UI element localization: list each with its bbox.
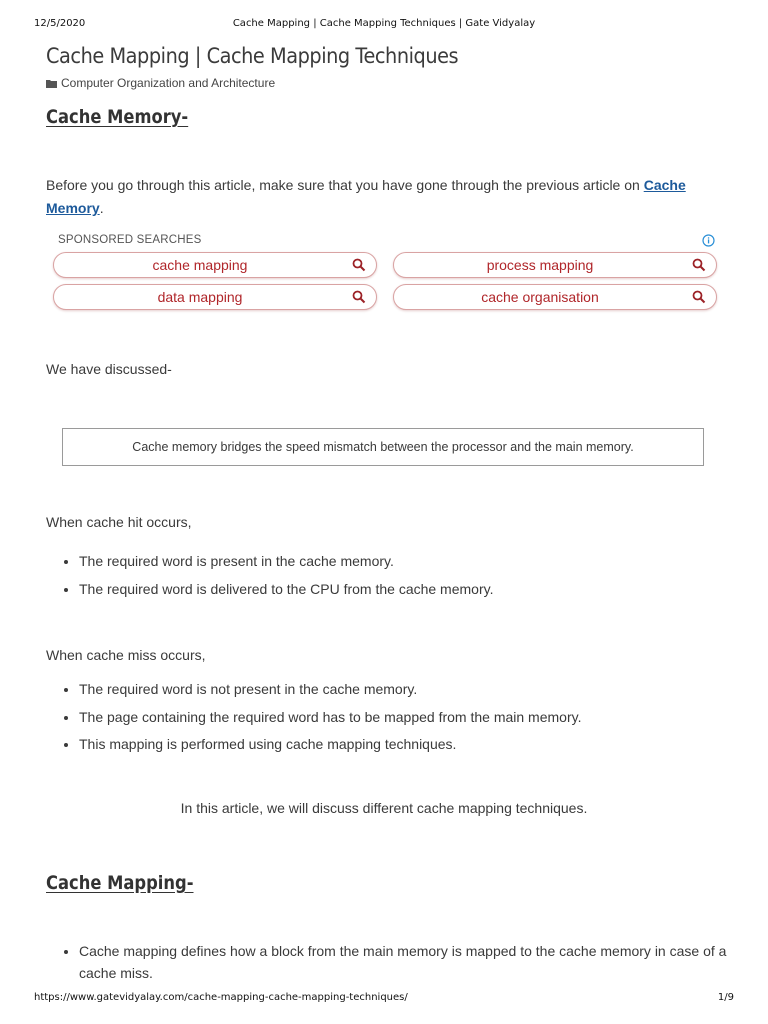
sponsored-search-label: cache organisation — [481, 289, 599, 305]
cache-memory-link[interactable]: Cache Memory — [46, 177, 686, 216]
article-title: Cache Mapping | Cache Mapping Techniques — [46, 44, 459, 68]
discussed-text: We have discussed- — [46, 361, 172, 377]
print-page-number: 1/9 — [717, 992, 734, 1003]
sponsored-search-label: process mapping — [486, 257, 594, 273]
list-item: • Cache mapping defines how a block from the main memory is mapped to the cache memory in case of a cache miss. — [79, 940, 728, 984]
cache-miss-intro: When cache miss occurs, — [46, 647, 206, 663]
sponsored-search-label: data mapping — [157, 289, 243, 305]
info-icon[interactable] — [702, 234, 716, 248]
callout-box — [62, 428, 704, 466]
callout-text: Cache memory bridges the speed mismatch between the processor and the main memory. — [132, 440, 634, 454]
section-heading-cache-mapping: Cache Mapping- — [46, 872, 194, 894]
intro-paragraph — [46, 174, 722, 220]
search-icon — [692, 290, 706, 304]
article-scope-text: In this article, we will discuss different cache mapping techniques. — [180, 800, 588, 816]
list-item: • This mapping is performed using cache mapping techniques. — [79, 733, 728, 755]
sponsored-search-process-mapping[interactable] — [393, 252, 717, 278]
print-footer — [34, 992, 734, 1006]
print-url: https://www.gatevidyalay.com/cache-mapping-cache-mapping-techniques/ — [34, 992, 408, 1003]
cache-hit-list — [46, 550, 728, 605]
list-item: • The page containing the required word has to be mapped from the main memory. — [79, 706, 728, 728]
sponsored-label: SPONSORED SEARCHES — [58, 234, 202, 246]
sponsored-search-cache-mapping[interactable] — [53, 252, 377, 278]
section-heading-cache-memory: Cache Memory- — [46, 106, 189, 128]
category-link[interactable] — [46, 76, 275, 90]
print-page-title: Cache Mapping | Cache Mapping Techniques | Gate Vidyalay — [232, 18, 536, 29]
search-icon — [352, 258, 366, 272]
sponsored-search-label: cache mapping — [152, 257, 248, 273]
print-header — [34, 18, 734, 32]
cache-miss-list — [46, 678, 728, 761]
intro-text: Before you go through this article, make sure that you have gone through the previous article on — [46, 177, 644, 193]
intro-end: . — [99, 200, 104, 216]
cache-mapping-list — [46, 940, 728, 984]
search-icon — [692, 258, 706, 272]
print-date: 12/5/2020 — [34, 18, 86, 29]
folder-icon — [46, 79, 57, 88]
list-item: • The required word is not present in the cache memory. — [79, 678, 728, 700]
sponsored-search-cache-organisation[interactable] — [393, 284, 717, 310]
search-icon — [352, 290, 366, 304]
list-item: • The required word is delivered to the CPU from the cache memory. — [79, 578, 728, 600]
list-item: • The required word is present in the cache memory. — [79, 550, 728, 572]
sponsored-search-data-mapping[interactable] — [53, 284, 377, 310]
cache-hit-intro: When cache hit occurs, — [46, 514, 192, 530]
category-label: Computer Organization and Architecture — [61, 76, 276, 90]
